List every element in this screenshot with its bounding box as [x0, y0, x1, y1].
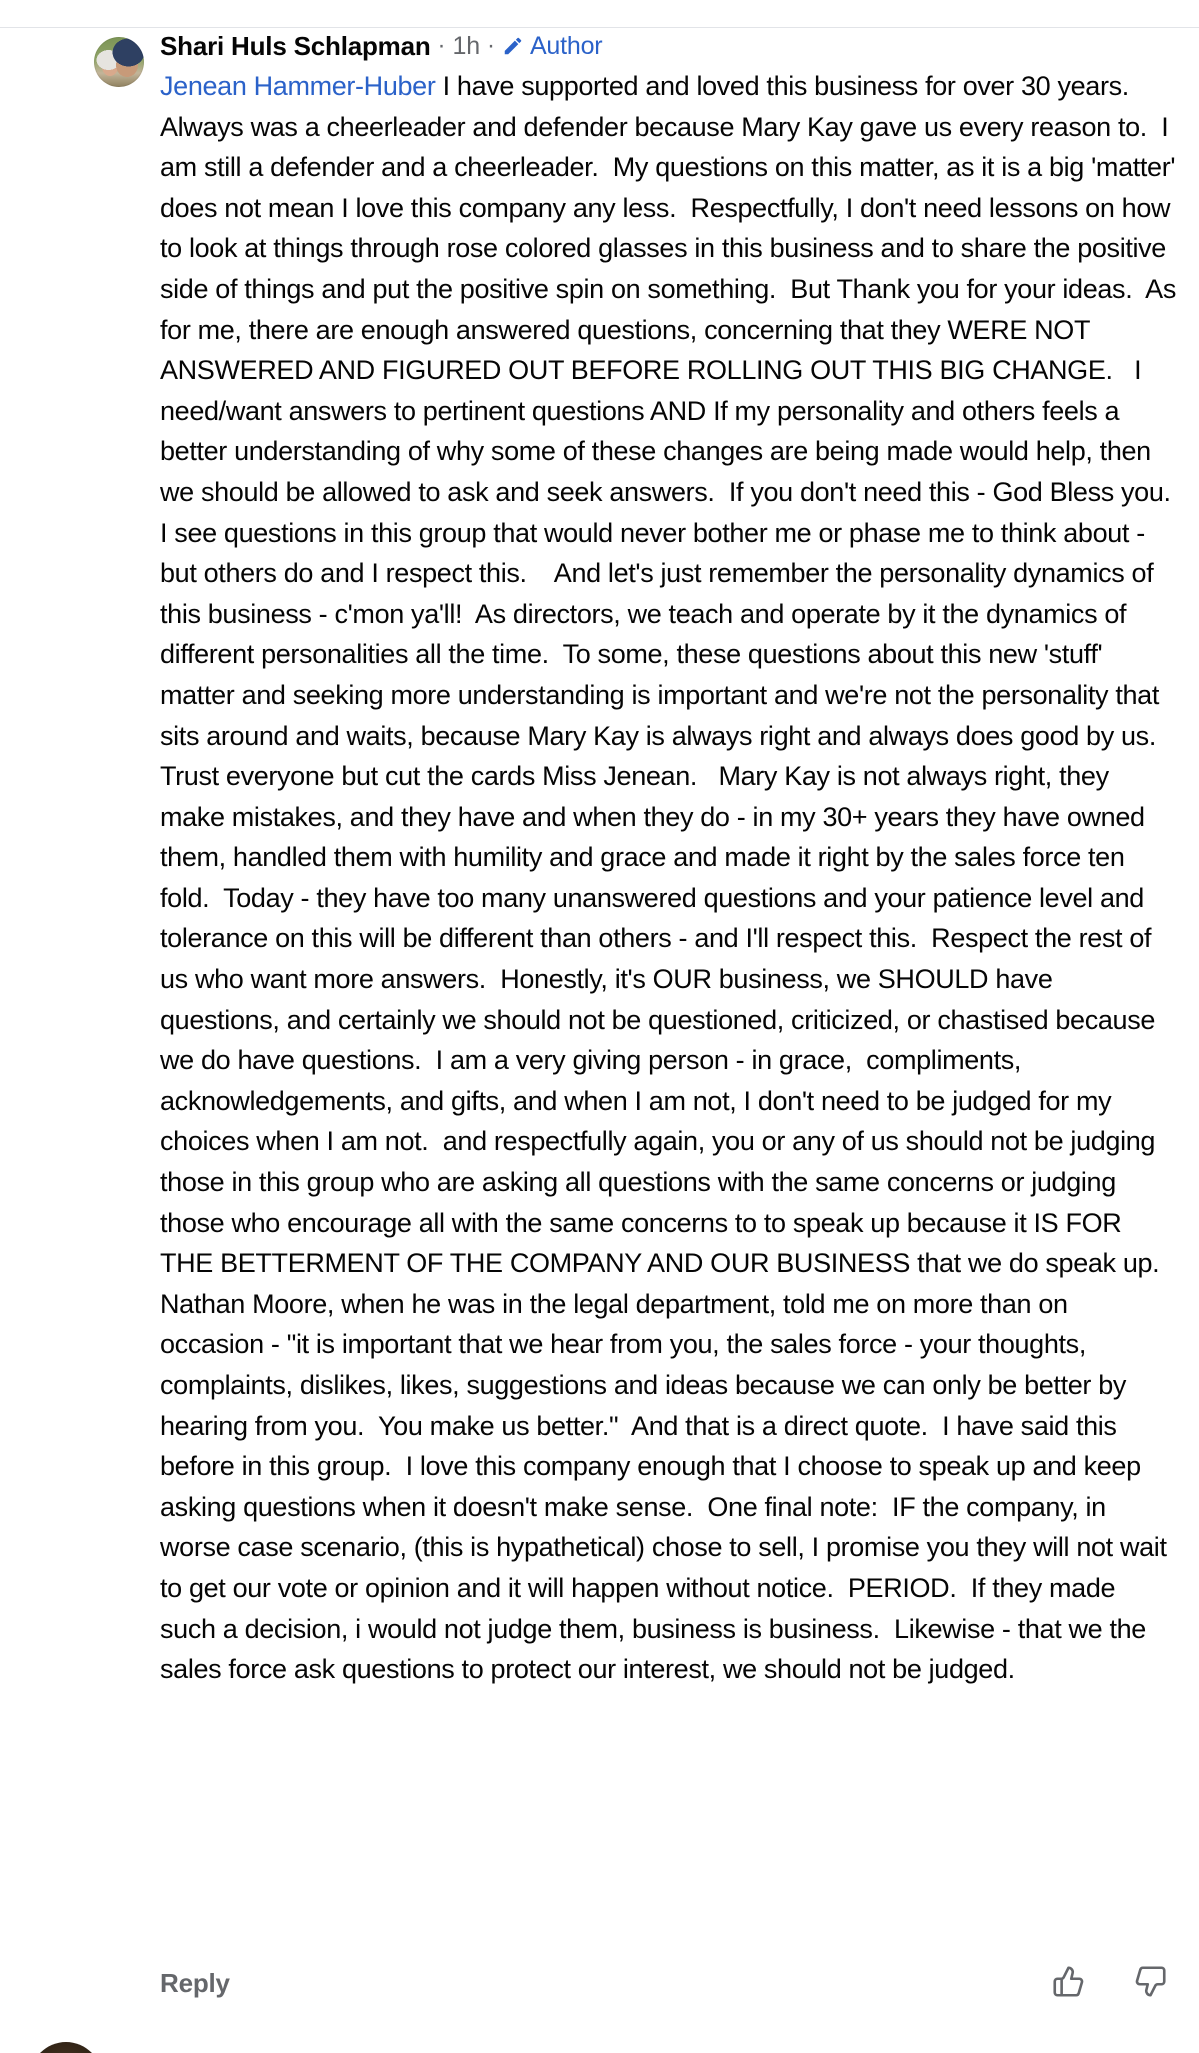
- separator-dot: ·: [437, 32, 446, 59]
- comment-text: I have supported and loved this business for over 30 years. Always was a cheerleader and defender because Mary Kay gave us every reason to. I am still a defender and a cheerleader. My questions on this matter, as it is a big 'matter' does not mean I love this company any less. Respectfully, I don't need lessons on how to look at things through rose colored glasses in this business and to share the positive side of things and put the positive spin on something. But Thank you for your ideas. As for me, there are enough answered questions, concerning that they WERE NOT ANSWERED AND FIGURED OUT BEFORE ROLLING OUT THIS BIG CHANGE. I need/want answers to pertinent questions AND If my personality and others feels a better understanding of why some of these changes are being made would help, then we should be allowed to ask and seek answers. If you don't need this - God Bless you. I see questions in this group that would never bother me or phase me to think about - but others do and I respect this. And let's just remember the personality dynamics of this business - c'mon ya'll! As directors, we teach and operate by it the dynamics of different personalities all the time. To some, these questions about this new 'stuff' matter and seeking more understanding is important and we're not the personality that sits around and waits, because Mary Kay is always right and always does good by us. Trust everyone but cut the cards Miss Jenean. Mary Kay is not always right, they make mistakes, and they have and when they do - in my 30+ years they have owned them, handled them with humility and grace and made it right by the sales force ten fold. Today - they have too many unanswered questions and your patience level and tolerance on this will be different than others - and I'll respect this. Respect the rest of us who want more answers. Honestly, it's OUR business, we SHOULD have questions, and certainly we should not be questioned, criticized, or chastised because we do have questions. I am a very giving person - in grace, compliments, acknowledgements, and gifts, and when I am not, I don't need to be judged for my choices when I am not. and respectfully again, you or any of us should not be judging those in this group who are asking all questions with the same concerns or judging those who encourage all with the same concerns to to speak up because it IS FOR THE BETTERMENT OF THE COMPANY AND OUR BUSINESS that we do speak up. Nathan Moore, when he was in the legal department, told me on more than on occasion - "it is important that we hear from you, the sales force - your thoughts, complaints, dislikes, likes, suggestions and ideas because we can only be better by hearing from you. You make us better." And that is a direct quote. I have said this before in this group. I love this company enough that I choose to speak up and keep asking questions when it doesn't make sense. One final note: IF the company, in worse case scenario, (this is hypathetical) chose to sell, I promise you they will not wait to get our vote or opinion and it will happen without notice. PERIOD. If they made such a decision, i would not judge them, business is business. Likewise - that we the sales force ask questions to protect our interest, we should not be judged.: [160, 71, 1185, 1685]
- comment-body: [160, 66, 1185, 1690]
- comment-header: [160, 31, 602, 61]
- pencil-icon: [502, 35, 524, 57]
- author-badge: [502, 32, 602, 61]
- next-comment-avatar[interactable]: [30, 2042, 102, 2053]
- reply-button[interactable]: Reply: [160, 1968, 230, 1998]
- timestamp: 1h: [452, 31, 480, 60]
- author-name[interactable]: Shari Huls Schlapman: [160, 30, 431, 61]
- thumbs-down-icon[interactable]: [1132, 1963, 1168, 1999]
- thumbs-up-icon[interactable]: [1050, 1963, 1086, 1999]
- separator-dot: ·: [486, 32, 495, 59]
- divider: [0, 27, 1199, 28]
- avatar[interactable]: [94, 37, 144, 87]
- author-badge-label: Author: [529, 31, 603, 60]
- mention-link[interactable]: Jenean Hammer-Huber: [160, 71, 436, 101]
